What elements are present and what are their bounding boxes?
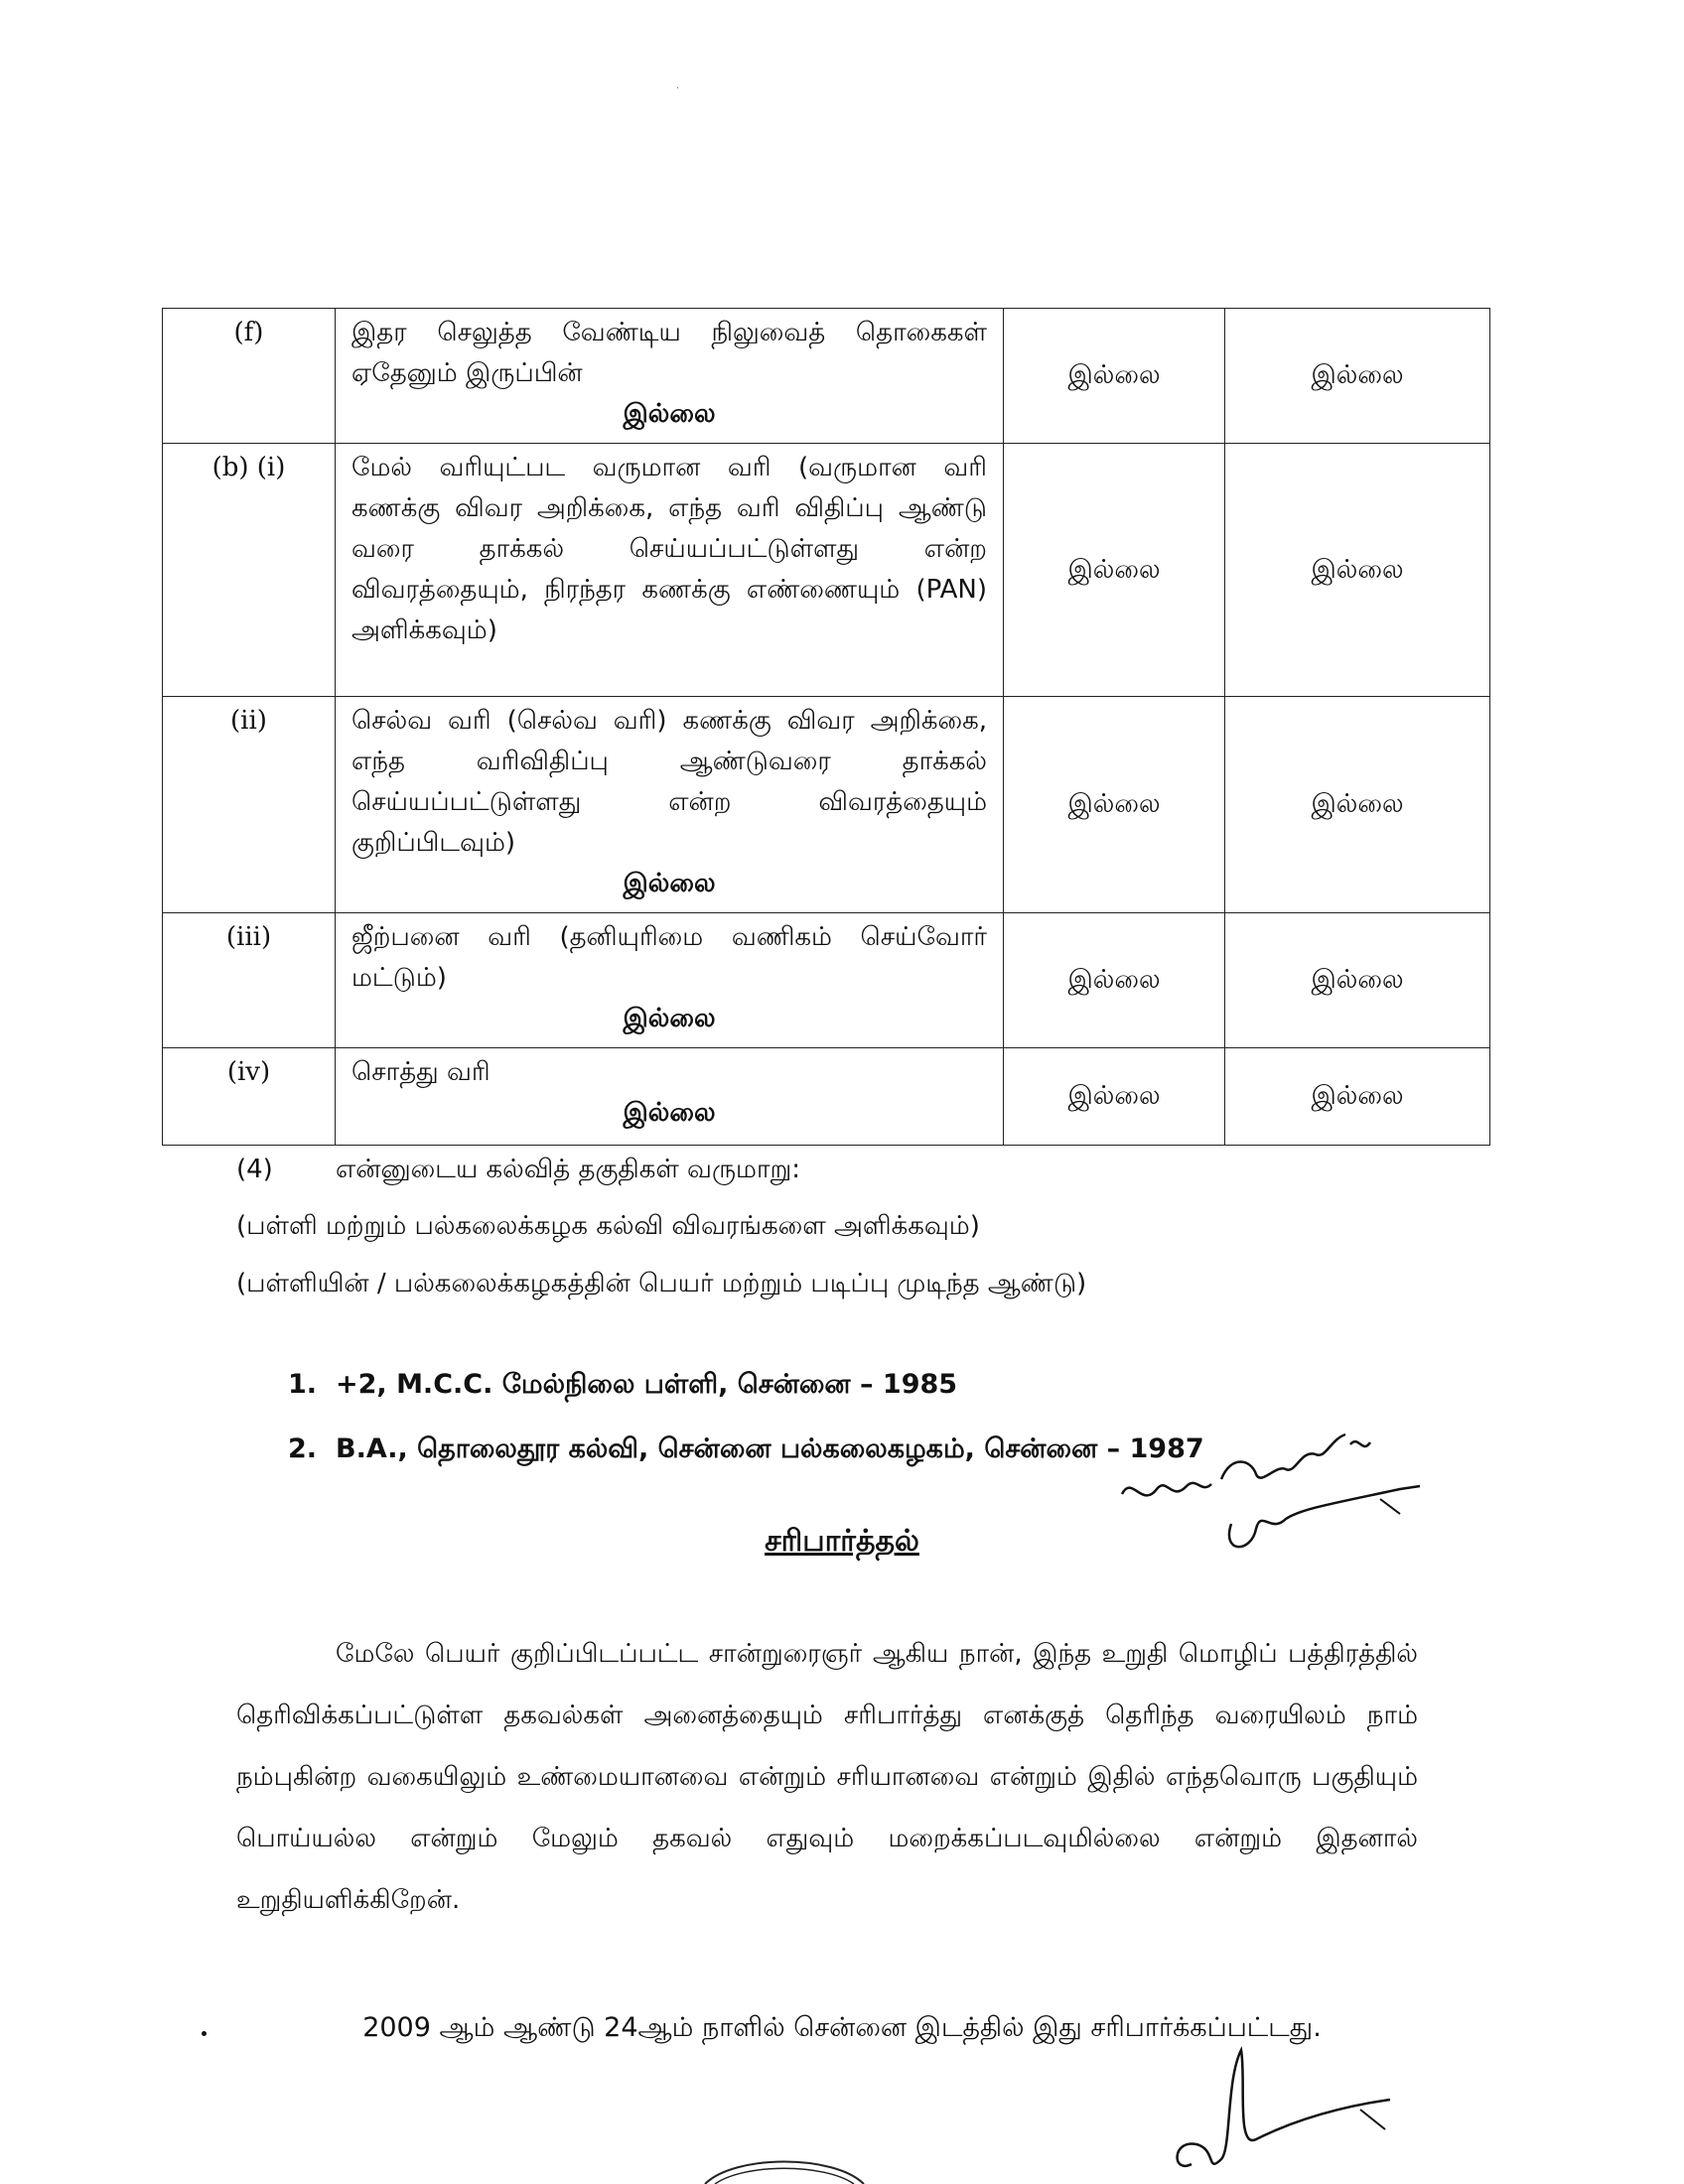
- tax-details-table: [162, 308, 1490, 1146]
- row-description: [336, 1048, 1004, 1146]
- description-text: இதர செலுத்த வேண்டிய நிலுவைத் தொகைகள் ஏதேனும் இருப்பின்: [351, 318, 987, 388]
- qualification-item: [288, 1433, 1204, 1468]
- seal-stamp: [695, 2149, 874, 2184]
- value-cell-1: இல்லை: [1004, 1048, 1225, 1146]
- table-row: [163, 913, 1490, 1048]
- table-row: [163, 444, 1490, 697]
- row-description: [336, 697, 1004, 913]
- qualification-text: +2, M.C.C. மேல்நிலை பள்ளி, சென்னை – 1985: [336, 1369, 958, 1400]
- verification-paragraph: மேலே பெயர் குறிப்பிடப்பட்ட சான்றுரைஞர் ஆகிய நான், இந்த உறுதி மொழிப் பத்திரத்தில் தெரிவிக்கப்பட்டுள்ள தகவல்கள் அனைத்தையும் சரிபார்த்து எனக்குத் தெரிந்த வரையிலம் நாம் நம்புகின்ற வகையிலும் உண்மையானவை என்றும் சரியானவை என்றும் இதில் எந்தவொரு பகுதியும் பொய்யல்ல என்றும் மேலும் தகவல் எதுவும் மறைக்கப்படவுமில்லை என்றும் இதனால் உறுதியளிக்கிறேன்.: [236, 1639, 1418, 1915]
- row-number: (b) (i): [163, 444, 336, 697]
- table-row: [163, 697, 1490, 913]
- description-status: இல்லை: [623, 1098, 716, 1128]
- value-cell-1: இல்லை: [1004, 697, 1225, 913]
- description-text: சொத்து வரி: [351, 1057, 491, 1087]
- section-note-2: (பள்ளியின் / பல்கலைக்கழகத்தின் பெயர் மற்றும் படிப்பு முடிந்த ஆண்டு): [236, 1269, 1087, 1298]
- value-cell-2: இல்லை: [1225, 444, 1490, 697]
- description-text: ஜீற்பனை வரி (தனியுரிமை வணிகம் செய்வோர் மட்டும்): [351, 922, 987, 993]
- value-cell-1: இல்லை: [1004, 913, 1225, 1048]
- table-row: [163, 1048, 1490, 1146]
- description-text: செல்வ வரி (செல்வ வரி) கணக்கு விவர அறிக்கை, எந்த வரிவிதிப்பு ஆண்டுவரை தாக்கல் செய்யப்பட்டுள்ளது என்ற விவரத்தையும் குறிப்பிடவும்): [351, 706, 987, 858]
- row-number: (f): [163, 309, 336, 444]
- description-status: இல்லை: [623, 399, 716, 429]
- row-description: [336, 444, 1004, 697]
- description-status: இல்லை: [623, 1004, 716, 1033]
- scan-mark: [677, 87, 678, 88]
- row-description: [336, 913, 1004, 1048]
- row-number: (iii): [163, 913, 336, 1048]
- row-number: (ii): [163, 697, 336, 913]
- verification-heading: சரிபார்த்தல்: [765, 1524, 919, 1559]
- bottom-signature: [1162, 2040, 1400, 2184]
- description-status: இல்லை: [623, 869, 716, 898]
- row-number: (iv): [163, 1048, 336, 1146]
- value-cell-1: இல்லை: [1004, 444, 1225, 697]
- value-cell-2: இல்லை: [1225, 1048, 1490, 1146]
- value-cell-2: இல்லை: [1225, 309, 1490, 444]
- value-cell-2: இல்லை: [1225, 697, 1490, 913]
- section-note-1: (பள்ளி மற்றும் பல்கலைக்கழக கல்வி விவரங்களை அளிக்கவும்): [236, 1211, 980, 1241]
- qualification-item: [288, 1369, 957, 1404]
- description-text: மேல் வரியுட்பட வருமான வரி (வருமான வரி கணக்கு விவர அறிக்கை, எந்த வரி விதிப்பு ஆண்டு வரை தாக்கல் செய்யப்பட்டுள்ளது என்ற விவரத்தையும், நிரந்தர கணக்கு எண்ணையும் (PAN) அளிக்கவும்): [351, 453, 987, 645]
- value-cell-1: இல்லை: [1004, 309, 1225, 444]
- qualification-number: 1.: [288, 1369, 318, 1400]
- row-description: [336, 309, 1004, 444]
- section-number: (4): [236, 1155, 273, 1184]
- qualification-number: 2.: [288, 1433, 318, 1464]
- qualification-text: B.A., தொலைதூர கல்வி, சென்னை பல்கலைகழகம், சென்னை – 1987: [336, 1433, 1204, 1464]
- verification-place-date: 2009 ஆம் ஆண்டு 24ஆம் நாளில் சென்னை இடத்தில் இது சரிபார்க்கப்பட்டது.: [362, 2012, 1322, 2043]
- section-title: என்னுடைய கல்வித் தகுதிகள் வருமாறு:: [336, 1155, 801, 1184]
- value-cell-2: இல்லை: [1225, 913, 1490, 1048]
- table-row: [163, 309, 1490, 444]
